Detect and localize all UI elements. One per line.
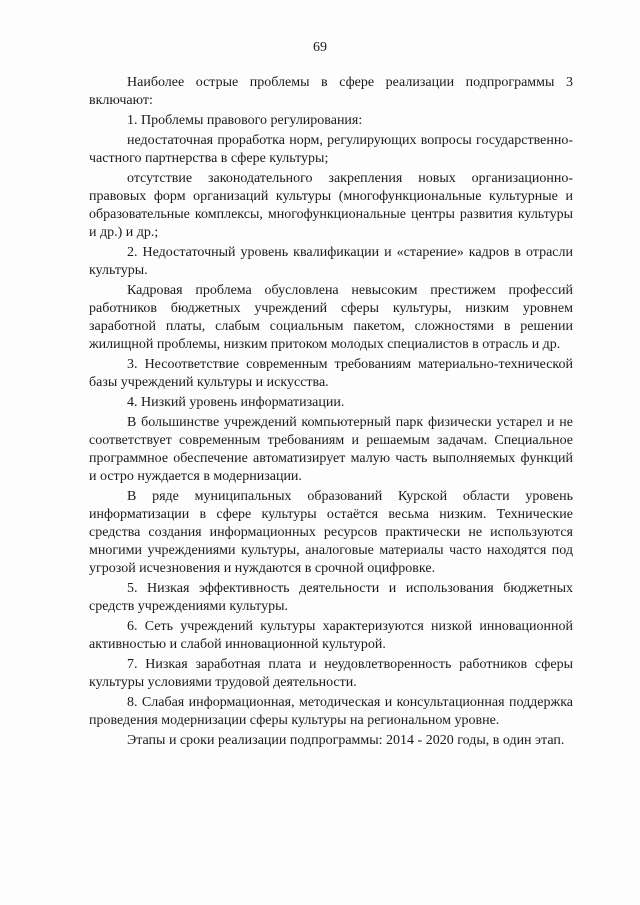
paragraph-problem-1: 1. Проблемы правового регулирования: <box>127 113 363 128</box>
paragraph-problem-2: 2. Недостаточный уровень квалификации и «старение» кадров в отрасли культуры. <box>89 245 573 278</box>
paragraph-stages: Этапы и сроки реализации подпрограммы: 2014 - 2020 годы, в один этап. <box>127 733 565 748</box>
paragraph-problem-3: 3. Несоответствие современным требованиям материально-технической базы учреждений культуры и искусства. <box>89 357 573 390</box>
paragraph-problem-6: 6. Сеть учреждений культуры характеризуются низкой инновационной активностью и слабой инновационной культурой. <box>89 619 573 652</box>
paragraph-problem-8: 8. Слабая информационная, методическая и консультационная поддержка проведения модернизации сферы культуры на региональном уровне. <box>89 695 573 728</box>
page-number: 69 <box>313 40 327 55</box>
paragraph-problem-1-item-b: отсутствие законодательного закрепления новых организационно-правовых форм организаций культуры (многофункциональные культурные и образовательные комплексы, многофункциональные центры развития культуры и др.) и др.; <box>89 171 573 240</box>
paragraph-intro: Наиболее острые проблемы в сфере реализации подпрограммы 3 включают: <box>89 75 573 108</box>
paragraph-problem-2-detail: Кадровая проблема обусловлена невысоким престижем профессий работников бюджетных учреждений сферы культуры, низким уровнем заработной платы, слабым социальным пакетом, сложностями в решении жилищной проблемы, низким притоком молодых специалистов в отрасль и др. <box>89 283 573 352</box>
paragraph-problem-7: 7. Низкая заработная плата и неудовлетворенность работников сферы культуры условиями трудовой деятельности. <box>89 657 573 690</box>
paragraph-problem-5: 5. Низкая эффективность деятельности и использования бюджетных средств учреждениями культуры. <box>89 581 573 614</box>
paragraph-problem-4: 4. Низкий уровень информатизации. <box>127 395 345 410</box>
paragraph-problem-4-detail-a: В большинстве учреждений компьютерный парк физически устарел и не соответствует современным требованиям и решаемым задачам. Специальное программное обеспечение автоматизирует малую часть выполняемых функций и остро нуждается в модернизации. <box>89 415 573 484</box>
paragraph-problem-1-item-a: недостаточная проработка норм, регулирующих вопросы государственно-частного партнерства в сфере культуры; <box>89 133 573 166</box>
body-text <box>89 74 573 752</box>
paragraph-problem-4-detail-b: В ряде муниципальных образований Курской области уровень информатизации в сфере культуры остаётся весьма низким. Технические средства создания информационных ресурсов практически не используются многими учреждениями культуры, аналоговые материалы часто находятся под угрозой исчезновения и нуждаются в срочной оцифровке. <box>89 489 573 576</box>
